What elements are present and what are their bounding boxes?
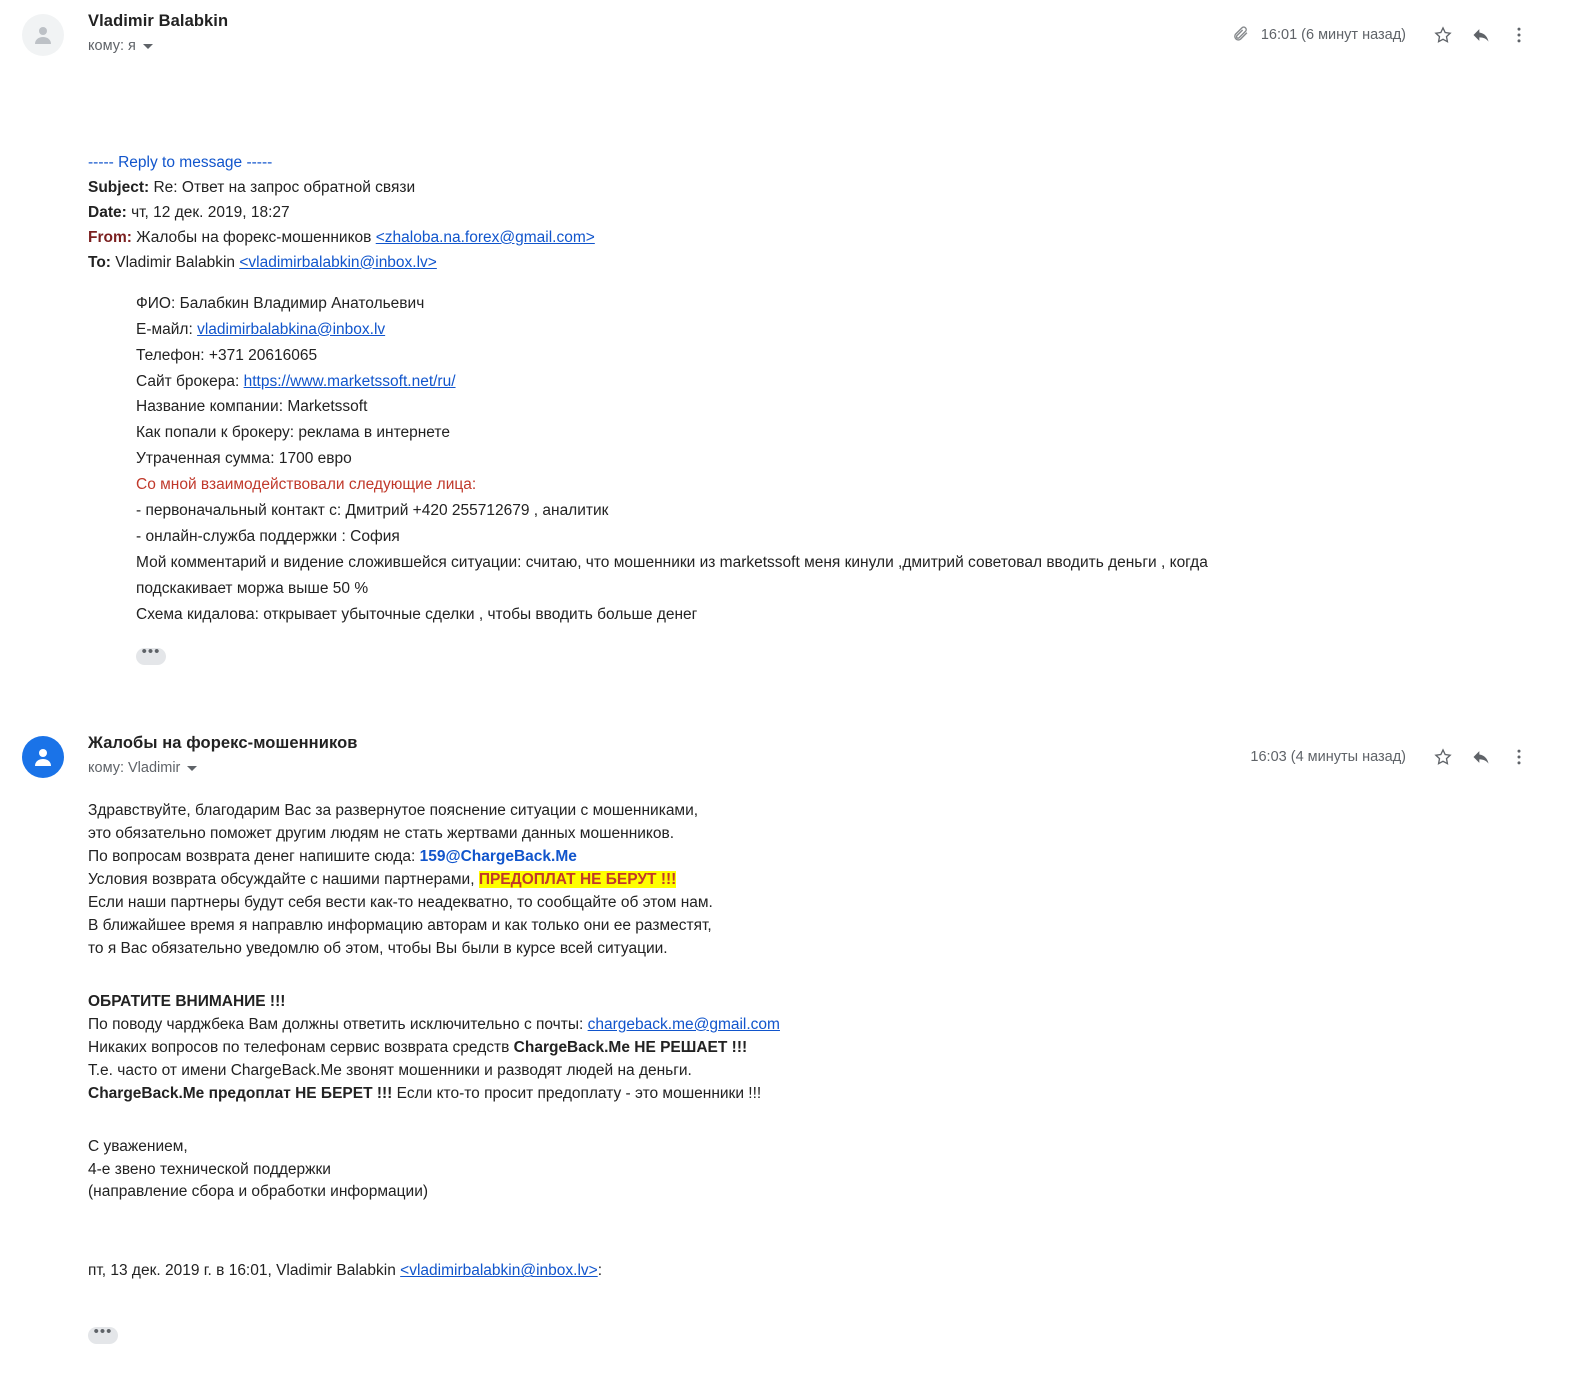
attention-2-prefix: Никаких вопросов по телефонам сервис возврата средств	[88, 1038, 514, 1056]
quote-divider: ----- Reply to message -----	[88, 154, 273, 171]
recipient-line[interactable]	[88, 760, 1250, 776]
signature-line-3: (направление сбора и обработки информации)	[88, 1183, 429, 1201]
fio-value: Балабкин Владимир Анатольевич	[179, 294, 425, 312]
contact-line-prefix: По вопросам возврата денег напишите сюда:	[88, 848, 420, 866]
expand-quoted-text-button[interactable]	[136, 643, 166, 665]
fio-label: ФИО:	[136, 294, 180, 312]
how-label: Как попали к брокеру:	[136, 424, 299, 442]
form-row-fio	[136, 293, 1532, 316]
greeting-line-2: это обязательно поможет другим людям не стать жертвами данных мошенников.	[88, 825, 675, 843]
attention-title: ОБРАТИТЕ ВНИМАНИЕ !!!	[88, 992, 286, 1010]
quote-trailer	[88, 1260, 1532, 1283]
recipient-label: кому: Vladimir	[88, 760, 181, 777]
spacer	[88, 1121, 1532, 1136]
phone-value: +371 20616065	[208, 346, 318, 364]
attention-line-1	[88, 1014, 1532, 1037]
trailer-email-link[interactable]: <vladimirbalabkin@inbox.lv>	[400, 1262, 598, 1280]
comment-line-2: подскакивает моржа выше 50 %	[136, 580, 369, 597]
chevron-down-icon[interactable]	[143, 44, 153, 49]
complaint-form	[88, 293, 1532, 669]
attention-4-rest: Если кто-то просит предоплату - это мошенники !!!	[392, 1084, 762, 1102]
expand-dots-label: •••	[93, 1322, 113, 1340]
message-timestamp: 16:03 (4 минуты назад)	[1250, 749, 1406, 766]
person-1: - первоначальный контакт с: Дмитрий +420 255712679 , аналитик	[136, 502, 609, 520]
signature-line-1: С уважением,	[88, 1137, 188, 1155]
info-line-3: то я Вас обязательно уведомлю об этом, чтобы Вы были в курсе всей ситуации.	[88, 939, 668, 957]
message-header	[0, 0, 1572, 56]
trailer-prefix: пт, 13 дек. 2019 г. в 16:01, Vladimir Balabkin	[88, 1262, 401, 1280]
subject-label: Subject:	[88, 178, 150, 196]
more-vertical-icon[interactable]	[1500, 16, 1538, 54]
recipient-line[interactable]	[88, 38, 1232, 54]
attention-line-2	[88, 1037, 1532, 1060]
attention-line-3: Т.е. часто от имени ChargeBack.Me звонят мошенники и разводят людей на деньги.	[88, 1061, 692, 1079]
email-value-link[interactable]: vladimirbalabkina@inbox.lv	[197, 320, 386, 338]
spacer	[88, 961, 1532, 976]
attention-1-email[interactable]: chargeback.me@gmail.com	[587, 1015, 780, 1033]
quote-to	[88, 252, 1532, 275]
subject-value: Re: Ответ на запрос обратной связи	[153, 178, 416, 196]
amount-label: Утраченная сумма:	[136, 450, 279, 468]
from-label: From:	[88, 228, 132, 246]
form-row-email	[136, 319, 1532, 342]
greeting-line-1: Здравствуйте, благодарим Вас за развернутое пояснение ситуации с мошенниками,	[88, 802, 699, 820]
attention-2-bold: ChargeBack.Me НЕ РЕШАЕТ !!!	[513, 1038, 748, 1056]
sender-name: Vladimir Balabkin	[88, 12, 229, 30]
email-message-1	[0, 0, 1572, 668]
persons-header: Со мной взаимодействовали следующие лица:	[136, 476, 477, 494]
amount-value: 1700 евро	[278, 450, 352, 468]
attention-1-prefix: По поводу чарджбека Вам должны ответить исключительно с почты:	[88, 1015, 588, 1033]
signature-line-2: 4-е звено технической поддержки	[88, 1160, 331, 1178]
reply-icon[interactable]	[1462, 16, 1500, 54]
terms-line	[88, 869, 1532, 892]
form-row-amount	[136, 448, 1532, 471]
site-label: Сайт брокера:	[136, 372, 244, 390]
to-email-link[interactable]: <vladimirbalabkin@inbox.lv>	[239, 253, 437, 271]
company-value: Marketssoft	[287, 398, 368, 416]
form-row-site	[136, 371, 1532, 394]
info-line-2: В ближайшее время я направлю информацию авторам и как только они ее разместят,	[88, 917, 712, 934]
message-timestamp: 16:01 (6 минут назад)	[1260, 27, 1406, 43]
person-2: - онлайн-служба поддержки : София	[136, 528, 400, 546]
site-value-link[interactable]: https://www.marketssoft.net/ru/	[243, 372, 456, 390]
email-message-2	[0, 722, 1572, 1345]
contact-line	[88, 846, 1532, 869]
message-body-1	[0, 56, 1572, 668]
header-actions	[1232, 10, 1538, 54]
contact-email[interactable]: 159@ChargeBack.Me	[419, 848, 577, 866]
from-name: Жалобы на форекс-мошенников	[136, 228, 372, 246]
date-label: Date:	[88, 203, 127, 221]
sender-name: Жалобы на форекс-мошенников	[88, 734, 358, 753]
scheme-line: Схема кидалова: открывает убыточные сделки , чтобы вводить больше денег	[136, 605, 698, 623]
comment-line-1: Мой комментарий и видение сложившейся ситуации: считаю, что мошенники из marketssoft меня кинули ,дмитрий советовал вводить деньги , когда	[136, 554, 1208, 572]
spacer	[88, 1106, 1532, 1121]
expand-dots[interactable]	[88, 1322, 118, 1344]
date-value: чт, 12 дек. 2019, 18:27	[131, 203, 290, 221]
form-row-phone	[136, 345, 1532, 368]
star-icon[interactable]	[1424, 16, 1462, 54]
expand-dots-label: •••	[141, 643, 161, 661]
avatar[interactable]	[22, 14, 64, 56]
form-row-how	[136, 422, 1532, 445]
phone-label: Телефон:	[136, 346, 209, 364]
star-icon[interactable]	[1424, 738, 1462, 776]
terms-prefix: Условия возврата обсуждайте с нашими партнерами,	[88, 871, 479, 889]
header-text	[64, 732, 1250, 776]
company-label: Название компании:	[136, 398, 288, 416]
expand-quoted-text-button-2[interactable]	[88, 1309, 1572, 1345]
attention-4-bold: ChargeBack.Me предоплат НЕ БЕРЕТ !!!	[88, 1084, 393, 1102]
recipient-label: кому: я	[88, 38, 136, 54]
terms-highlight: ПРЕДОПЛАТ НЕ БЕРУТ !!!	[478, 871, 677, 889]
avatar[interactable]	[22, 736, 64, 778]
reply-icon[interactable]	[1462, 738, 1500, 776]
info-line-1: Если наши партнеры будут себя вести как-то неадекватно, то сообщайте об этом нам.	[88, 894, 713, 912]
email-label: E-майл:	[136, 320, 198, 338]
spacer	[88, 976, 1532, 991]
how-value: реклама в интернете	[298, 424, 450, 442]
message-header-2	[0, 722, 1572, 778]
attention-line-4	[88, 1083, 1532, 1106]
message-body-2	[0, 778, 1572, 1283]
quote-date	[88, 202, 1532, 225]
chevron-down-icon[interactable]	[187, 766, 197, 771]
quote-from	[88, 227, 1532, 250]
form-row-company	[136, 396, 1532, 419]
quote-subject	[88, 177, 1532, 200]
paperclip-icon[interactable]	[1232, 25, 1249, 46]
header-text	[64, 10, 1232, 54]
to-label: To:	[88, 253, 111, 271]
more-vertical-icon[interactable]	[1500, 738, 1538, 776]
from-email-link[interactable]: <zhaloba.na.forex@gmail.com>	[375, 228, 595, 246]
header-actions	[1250, 732, 1538, 776]
to-name: Vladimir Balabkin	[115, 253, 236, 271]
trailer-suffix: :	[597, 1262, 602, 1280]
